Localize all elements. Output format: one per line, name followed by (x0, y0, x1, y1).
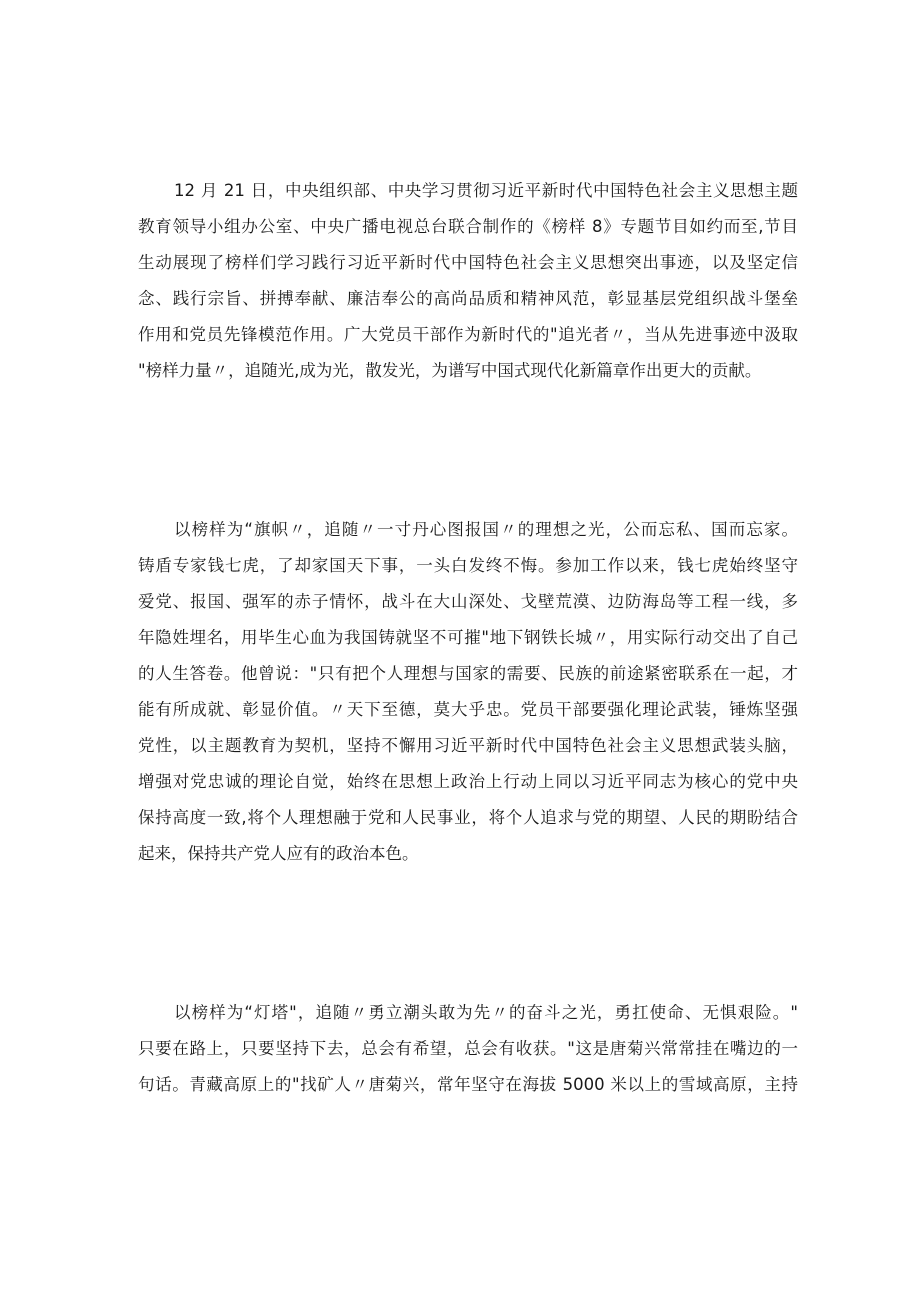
text-line: 以榜样为“旗帜〃，追随〃一寸丹心图报国〃的理想之光，公而忘私、国而忘家。 (174, 520, 798, 539)
text-line: 增强对党忠诚的理论自觉，始终在思想上政治上行动上同以习近平同志为核心的党中央 (138, 772, 798, 791)
text-line: 爱党、报国、强军的赤子情怀，战斗在大山深处、戈壁荒漠、边防海岛等工程一线，多 (138, 592, 798, 611)
text-line: 年隐姓埋名，用毕生心血为我国铸就坚不可摧"地下钢铁长城〃，用实际行动交出了自己 (138, 628, 798, 647)
paragraph-2 (138, 512, 798, 872)
text-line: 起来，保持共产党人应有的政治本色。 (138, 844, 419, 863)
text-line: 党性，以主题教育为契机，坚持不懈用习近平新时代中国特色社会主义思想武装头脑， (138, 736, 798, 755)
text-line: 铸盾专家钱七虎，了却家国天下事，一头白发终不悔。参加工作以来，钱七虎始终坚守 (138, 556, 798, 575)
text-line: "榜样力量〃，追随光,成为光，散发光，为谱写中国式现代化新篇章作出更大的贡献。 (138, 361, 762, 380)
text-line: 生动展现了榜样们学习践行习近平新时代中国特色社会主义思想突出事迹，以及坚定信 (138, 253, 798, 272)
text-line: 只要在路上，只要坚持下去，总会有希望，总会有收获。"这是唐菊兴常常挂在嘴边的一 (138, 1039, 798, 1058)
paragraph-1 (138, 173, 798, 389)
paragraph-3 (138, 995, 798, 1103)
text-line: 12 月 21 日，中央组织部、中央学习贯彻习近平新时代中国特色社会主义思想主题 (174, 181, 798, 200)
text-line: 能有所成就、彰显价值。〃天下至德，莫大乎忠。党员干部要强化理论武装，锤炼坚强 (138, 700, 798, 719)
text-line: 作用和党员先锋模范作用。广大党员干部作为新时代的"追光者〃，当从先进事迹中汲取 (138, 325, 798, 344)
text-line: 的人生答卷。他曾说："只有把个人理想与国家的需要、民族的前途紧密联系在一起，才 (138, 664, 798, 683)
text-line: 念、践行宗旨、拼搏奉献、廉洁奉公的高尚品质和精神风范，彰显基层党组织战斗堡垒 (138, 289, 798, 308)
text-line: 句话。青藏高原上的"找矿人〃唐菊兴，常年坚守在海拔 5000 米以上的雪域高原，主持 (138, 1075, 798, 1094)
text-line: 以榜样为“灯塔"，追随〃勇立潮头敢为先〃的奋斗之光，勇扛使命、无惧艰险。" (174, 1003, 798, 1022)
text-line: 保持高度一致,将个人理想融于党和人民事业，将个人追求与党的期望、人民的期盼结合 (138, 808, 798, 827)
text-line: 教育领导小组办公室、中央广播电视总台联合制作的《榜样 8》专题节目如约而至,节目 (138, 217, 798, 236)
